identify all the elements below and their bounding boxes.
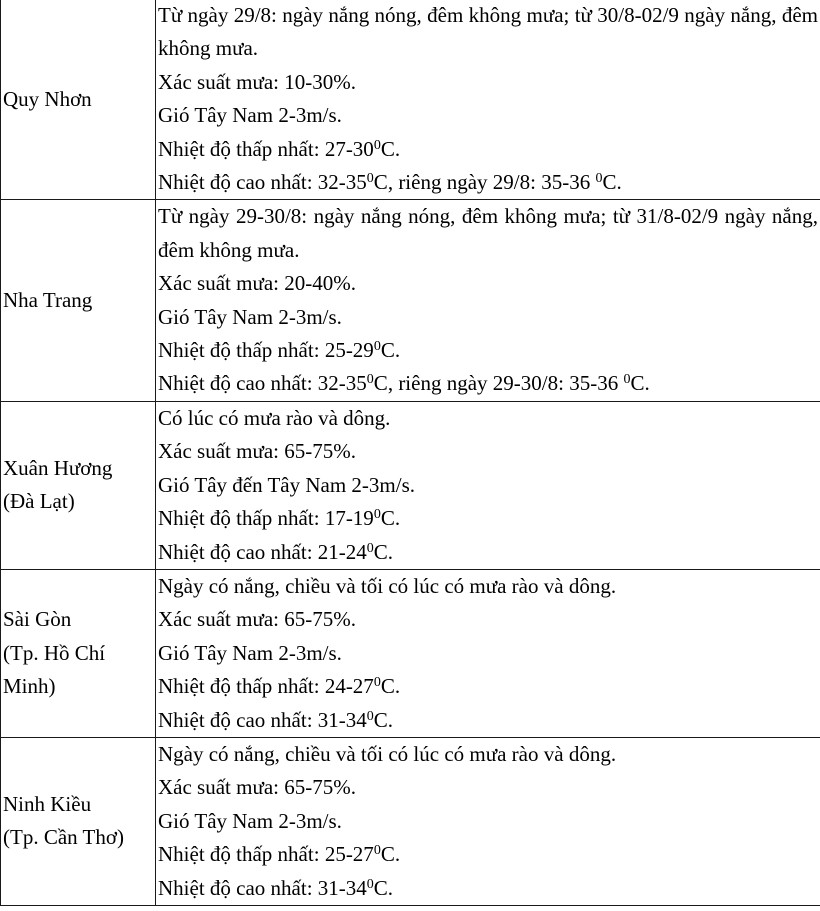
max-temperature-label: Nhiệt độ cao nhất: xyxy=(158,539,318,564)
forecast-details-cell xyxy=(156,401,820,569)
degree-symbol: 0 xyxy=(366,372,374,388)
max-temperature-label: Nhiệt độ cao nhất: xyxy=(158,707,318,732)
wind-info: Gió Tây Nam 2-3m/s. xyxy=(158,640,342,665)
temperature-unit: C. xyxy=(380,506,401,531)
wind-info: Gió Tây đến Tây Nam 2-3m/s. xyxy=(158,472,416,497)
degree-symbol: 0 xyxy=(366,171,374,187)
table-row xyxy=(1,737,820,905)
location-name: (Tp. Hồ Chí xyxy=(3,640,106,665)
max-temperature-value: 31-34 xyxy=(317,707,367,732)
forecast-description: Từ ngày 29-30/8: ngày nắng nóng, đêm không mưa; từ 31/8-02/9 ngày nắng, đêm không mưa. xyxy=(158,204,818,262)
rain-probability: Xác suất mưa: 10-30%. xyxy=(158,69,356,94)
location-cell xyxy=(1,0,156,200)
degree-symbol: 0 xyxy=(373,843,381,859)
max-temperature-extra-value: 35-36 xyxy=(569,371,624,396)
min-temperature-value: 25-27 xyxy=(324,842,374,867)
max-temperature-label: Nhiệt độ cao nhất: xyxy=(158,875,318,900)
location-name: Sài Gòn xyxy=(3,607,72,632)
min-temperature-label: Nhiệt độ thấp nhất: xyxy=(158,338,325,363)
min-temperature-label: Nhiệt độ thấp nhất: xyxy=(158,842,325,867)
max-temperature xyxy=(158,367,818,400)
min-temperature xyxy=(158,502,818,535)
rain-probability: Xác suất mưa: 65-75%. xyxy=(158,775,356,800)
location-cell xyxy=(1,401,156,569)
max-temperature-extra-value: 35-36 xyxy=(541,170,596,195)
degree-symbol: 0 xyxy=(373,675,381,691)
max-temperature-label: Nhiệt độ cao nhất: xyxy=(158,371,318,396)
degree-symbol: 0 xyxy=(373,137,381,153)
min-temperature-label: Nhiệt độ thấp nhất: xyxy=(158,506,325,531)
location-name: Quy Nhơn xyxy=(3,86,92,111)
max-temperature-extra xyxy=(388,170,622,194)
location-name: Ninh Kiều xyxy=(3,792,92,817)
forecast-table-body xyxy=(1,0,820,905)
wind-info: Gió Tây Nam 2-3m/s. xyxy=(158,808,342,833)
temperature-unit: C. xyxy=(373,707,394,732)
temperature-unit: C. xyxy=(380,136,401,161)
min-temperature xyxy=(158,838,818,871)
max-temperature xyxy=(158,872,818,905)
max-temperature xyxy=(158,166,818,199)
degree-symbol: 0 xyxy=(623,372,631,388)
min-temperature-value: 27-30 xyxy=(324,136,374,161)
max-temperature xyxy=(158,536,818,569)
degree-symbol: 0 xyxy=(373,507,381,523)
table-row xyxy=(1,0,820,200)
max-temperature-value: 32-35 xyxy=(317,371,367,396)
rain-probability: Xác suất mưa: 65-75%. xyxy=(158,439,356,464)
forecast-details-cell xyxy=(156,737,820,905)
max-temperature-value: 21-24 xyxy=(317,539,367,564)
location-cell xyxy=(1,737,156,905)
location-name: (Đà Lạt) xyxy=(3,489,75,514)
degree-symbol: 0 xyxy=(366,876,374,892)
max-temperature-value: 32-35 xyxy=(317,170,367,195)
min-temperature xyxy=(158,670,818,703)
temperature-unit: C. xyxy=(380,338,401,363)
temperature-unit: C xyxy=(373,371,388,396)
min-temperature-value: 24-27 xyxy=(324,674,374,699)
max-temperature-extra-label: , riêng ngày 29/8: xyxy=(387,170,542,195)
location-name: (Tp. Cần Thơ) xyxy=(3,825,124,850)
degree-symbol: 0 xyxy=(366,708,374,724)
forecast-description: Ngày có nắng, chiều và tối có lúc có mưa rào và dông. xyxy=(158,573,617,598)
table-row xyxy=(1,569,820,737)
min-temperature xyxy=(158,334,818,367)
wind-info: Gió Tây Nam 2-3m/s. xyxy=(158,103,342,128)
max-temperature-value: 31-34 xyxy=(317,875,367,900)
max-temperature-extra xyxy=(388,371,650,395)
min-temperature-label: Nhiệt độ thấp nhất: xyxy=(158,136,325,161)
rain-probability: Xác suất mưa: 20-40%. xyxy=(158,271,356,296)
rain-probability: Xác suất mưa: 65-75%. xyxy=(158,607,356,632)
forecast-description: Có lúc có mưa rào và dông. xyxy=(158,405,391,430)
degree-symbol: 0 xyxy=(366,540,374,556)
min-temperature-value: 17-19 xyxy=(324,506,374,531)
min-temperature-value: 25-29 xyxy=(324,338,374,363)
location-cell xyxy=(1,569,156,737)
max-temperature-label: Nhiệt độ cao nhất: xyxy=(158,170,318,195)
forecast-description: Từ ngày 29/8: ngày nắng nóng, đêm không mưa; từ 30/8-02/9 ngày nắng, đêm không mưa. xyxy=(158,3,818,61)
degree-symbol: 0 xyxy=(373,339,381,355)
temperature-unit: C xyxy=(373,170,388,195)
temperature-unit: C. xyxy=(602,170,622,195)
location-name: Xuân Hương xyxy=(3,455,113,480)
location-name: Nha Trang xyxy=(3,287,93,312)
table-row xyxy=(1,200,820,401)
temperature-unit: C. xyxy=(373,539,394,564)
wind-info: Gió Tây Nam 2-3m/s. xyxy=(158,304,342,329)
min-temperature-label: Nhiệt độ thấp nhất: xyxy=(158,674,325,699)
max-temperature-extra-label: , riêng ngày 29-30/8: xyxy=(387,371,570,396)
temperature-unit: C. xyxy=(373,875,394,900)
table-row xyxy=(1,401,820,569)
max-temperature xyxy=(158,704,818,737)
forecast-details-cell xyxy=(156,569,820,737)
temperature-unit: C. xyxy=(380,674,401,699)
forecast-details-cell xyxy=(156,0,820,200)
degree-symbol: 0 xyxy=(595,171,603,187)
min-temperature xyxy=(158,133,818,166)
forecast-details-cell xyxy=(156,200,820,401)
forecast-description: Ngày có nắng, chiều và tối có lúc có mưa rào và dông. xyxy=(158,741,617,766)
temperature-unit: C. xyxy=(630,371,650,396)
location-name: Minh) xyxy=(3,674,56,699)
temperature-unit: C. xyxy=(380,842,401,867)
location-cell xyxy=(1,200,156,401)
